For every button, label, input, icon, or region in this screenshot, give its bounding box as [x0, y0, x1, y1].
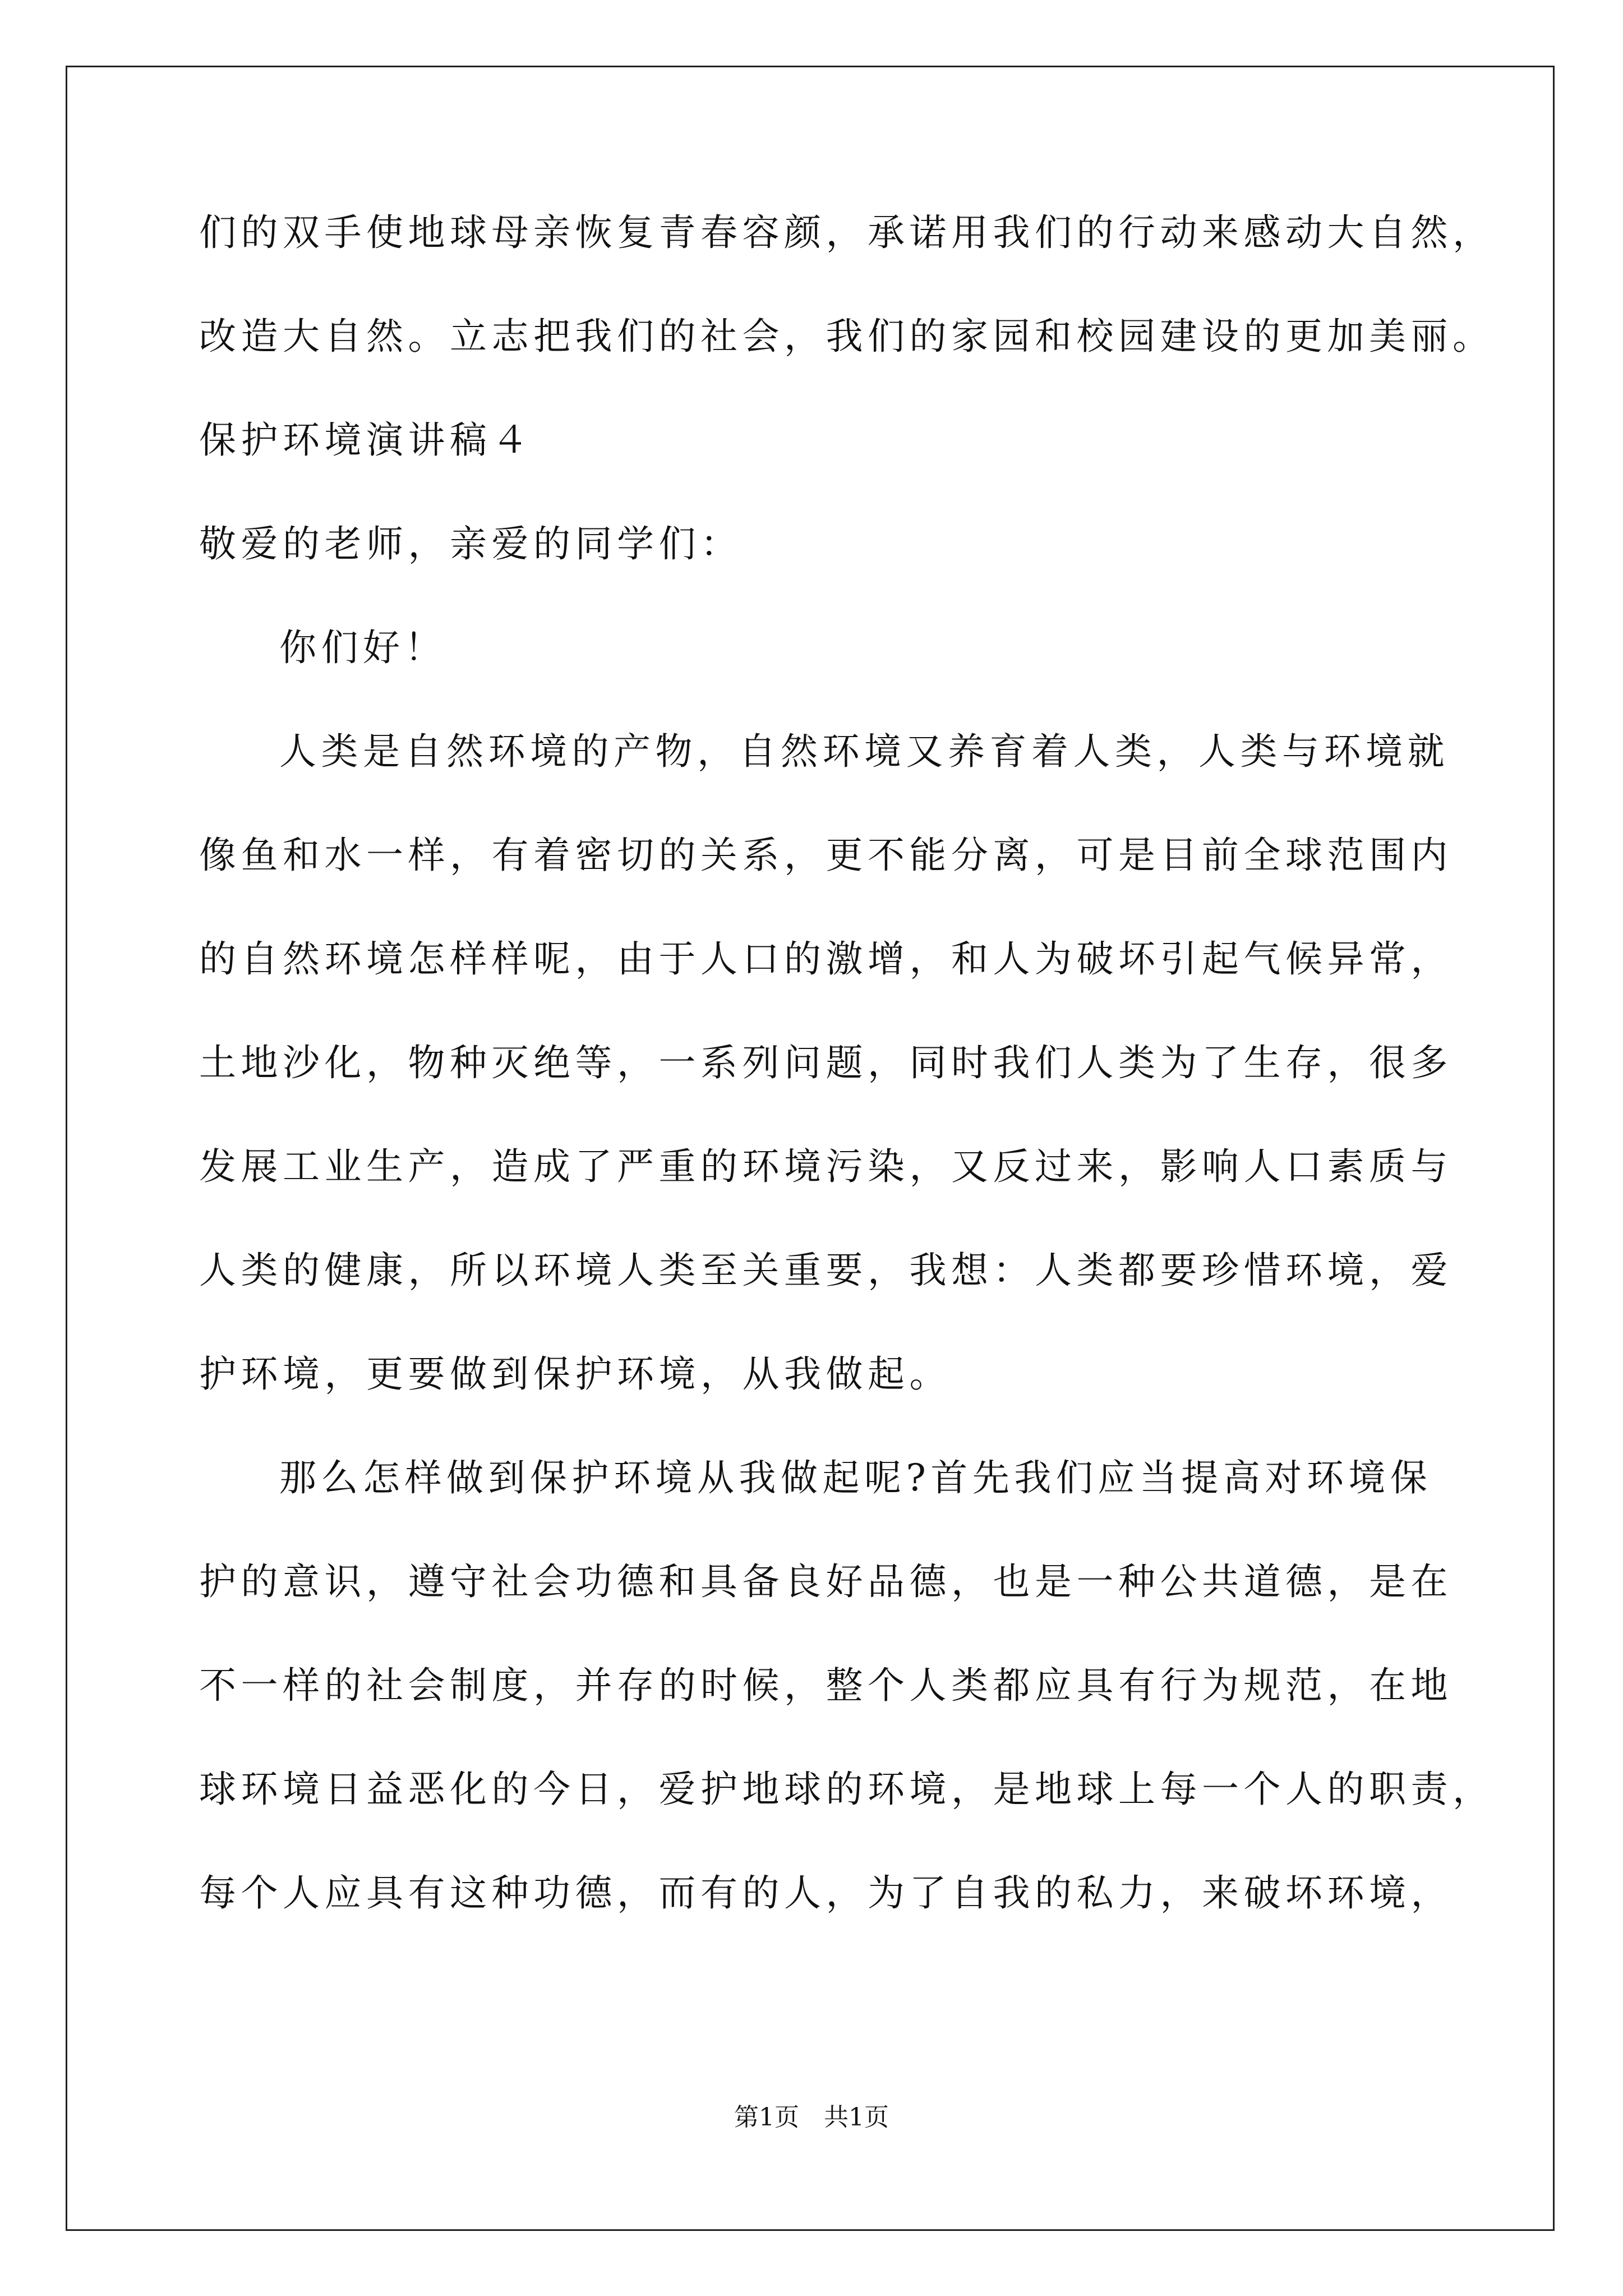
- body-text-line: 不一样的社会制度，并存的时候，整个人类都应具有行为规范，在地: [199, 1664, 1453, 1707]
- salutation: 敬爱的老师，亲爱的同学们：: [199, 522, 743, 565]
- body-text-line: 们的双手使地球母亲恢复青春容颜，承诺用我们的行动来感动大自然，: [199, 211, 1495, 254]
- body-text-line: 护环境，更要做到保护环境，从我做起。: [199, 1352, 951, 1396]
- body-text-line: 发展工业生产，造成了严重的环境污染，又反过来，影响人口素质与: [199, 1145, 1453, 1188]
- body-text-line: 土地沙化，物种灭绝等，一系列问题，同时我们人类为了生存，很多: [199, 1041, 1453, 1084]
- body-text-line: 球环境日益恶化的今日，爱护地球的环境，是地球上每一个人的职责，: [199, 1768, 1495, 1811]
- body-text-line: 改造大自然。立志把我们的社会，我们的家园和校园建设的更加美丽。: [199, 315, 1495, 358]
- body-text-line: 像鱼和水一样，有着密切的关系，更不能分离，可是目前全球范围内: [199, 834, 1453, 877]
- body-text-line: 的自然环境怎样样呢，由于人口的激增，和人为破坏引起气候异常，: [199, 937, 1453, 981]
- body-text-line: 人类的健康，所以环境人类至关重要，我想：人类都要珍惜环境，爱: [199, 1249, 1453, 1292]
- greeting: 你们好！: [279, 626, 446, 669]
- body-text-line: 每个人应具有这种功德，而有的人，为了自我的私力，来破坏环境，: [199, 1871, 1453, 1915]
- section-heading: 保护环境演讲稿４: [199, 418, 533, 462]
- page-number-footer: 第1页 共1页: [734, 2103, 889, 2132]
- body-text-line: 人类是自然环境的产物，自然环境又养育着人类，人类与环境就: [279, 730, 1449, 773]
- body-text-line: 护的意识，遵守社会功德和具备良好品德，也是一种公共道德，是在: [199, 1560, 1453, 1603]
- body-text-line: 那么怎样做到保护环境从我做起呢?首先我们应当提高对环境保: [279, 1456, 1432, 1499]
